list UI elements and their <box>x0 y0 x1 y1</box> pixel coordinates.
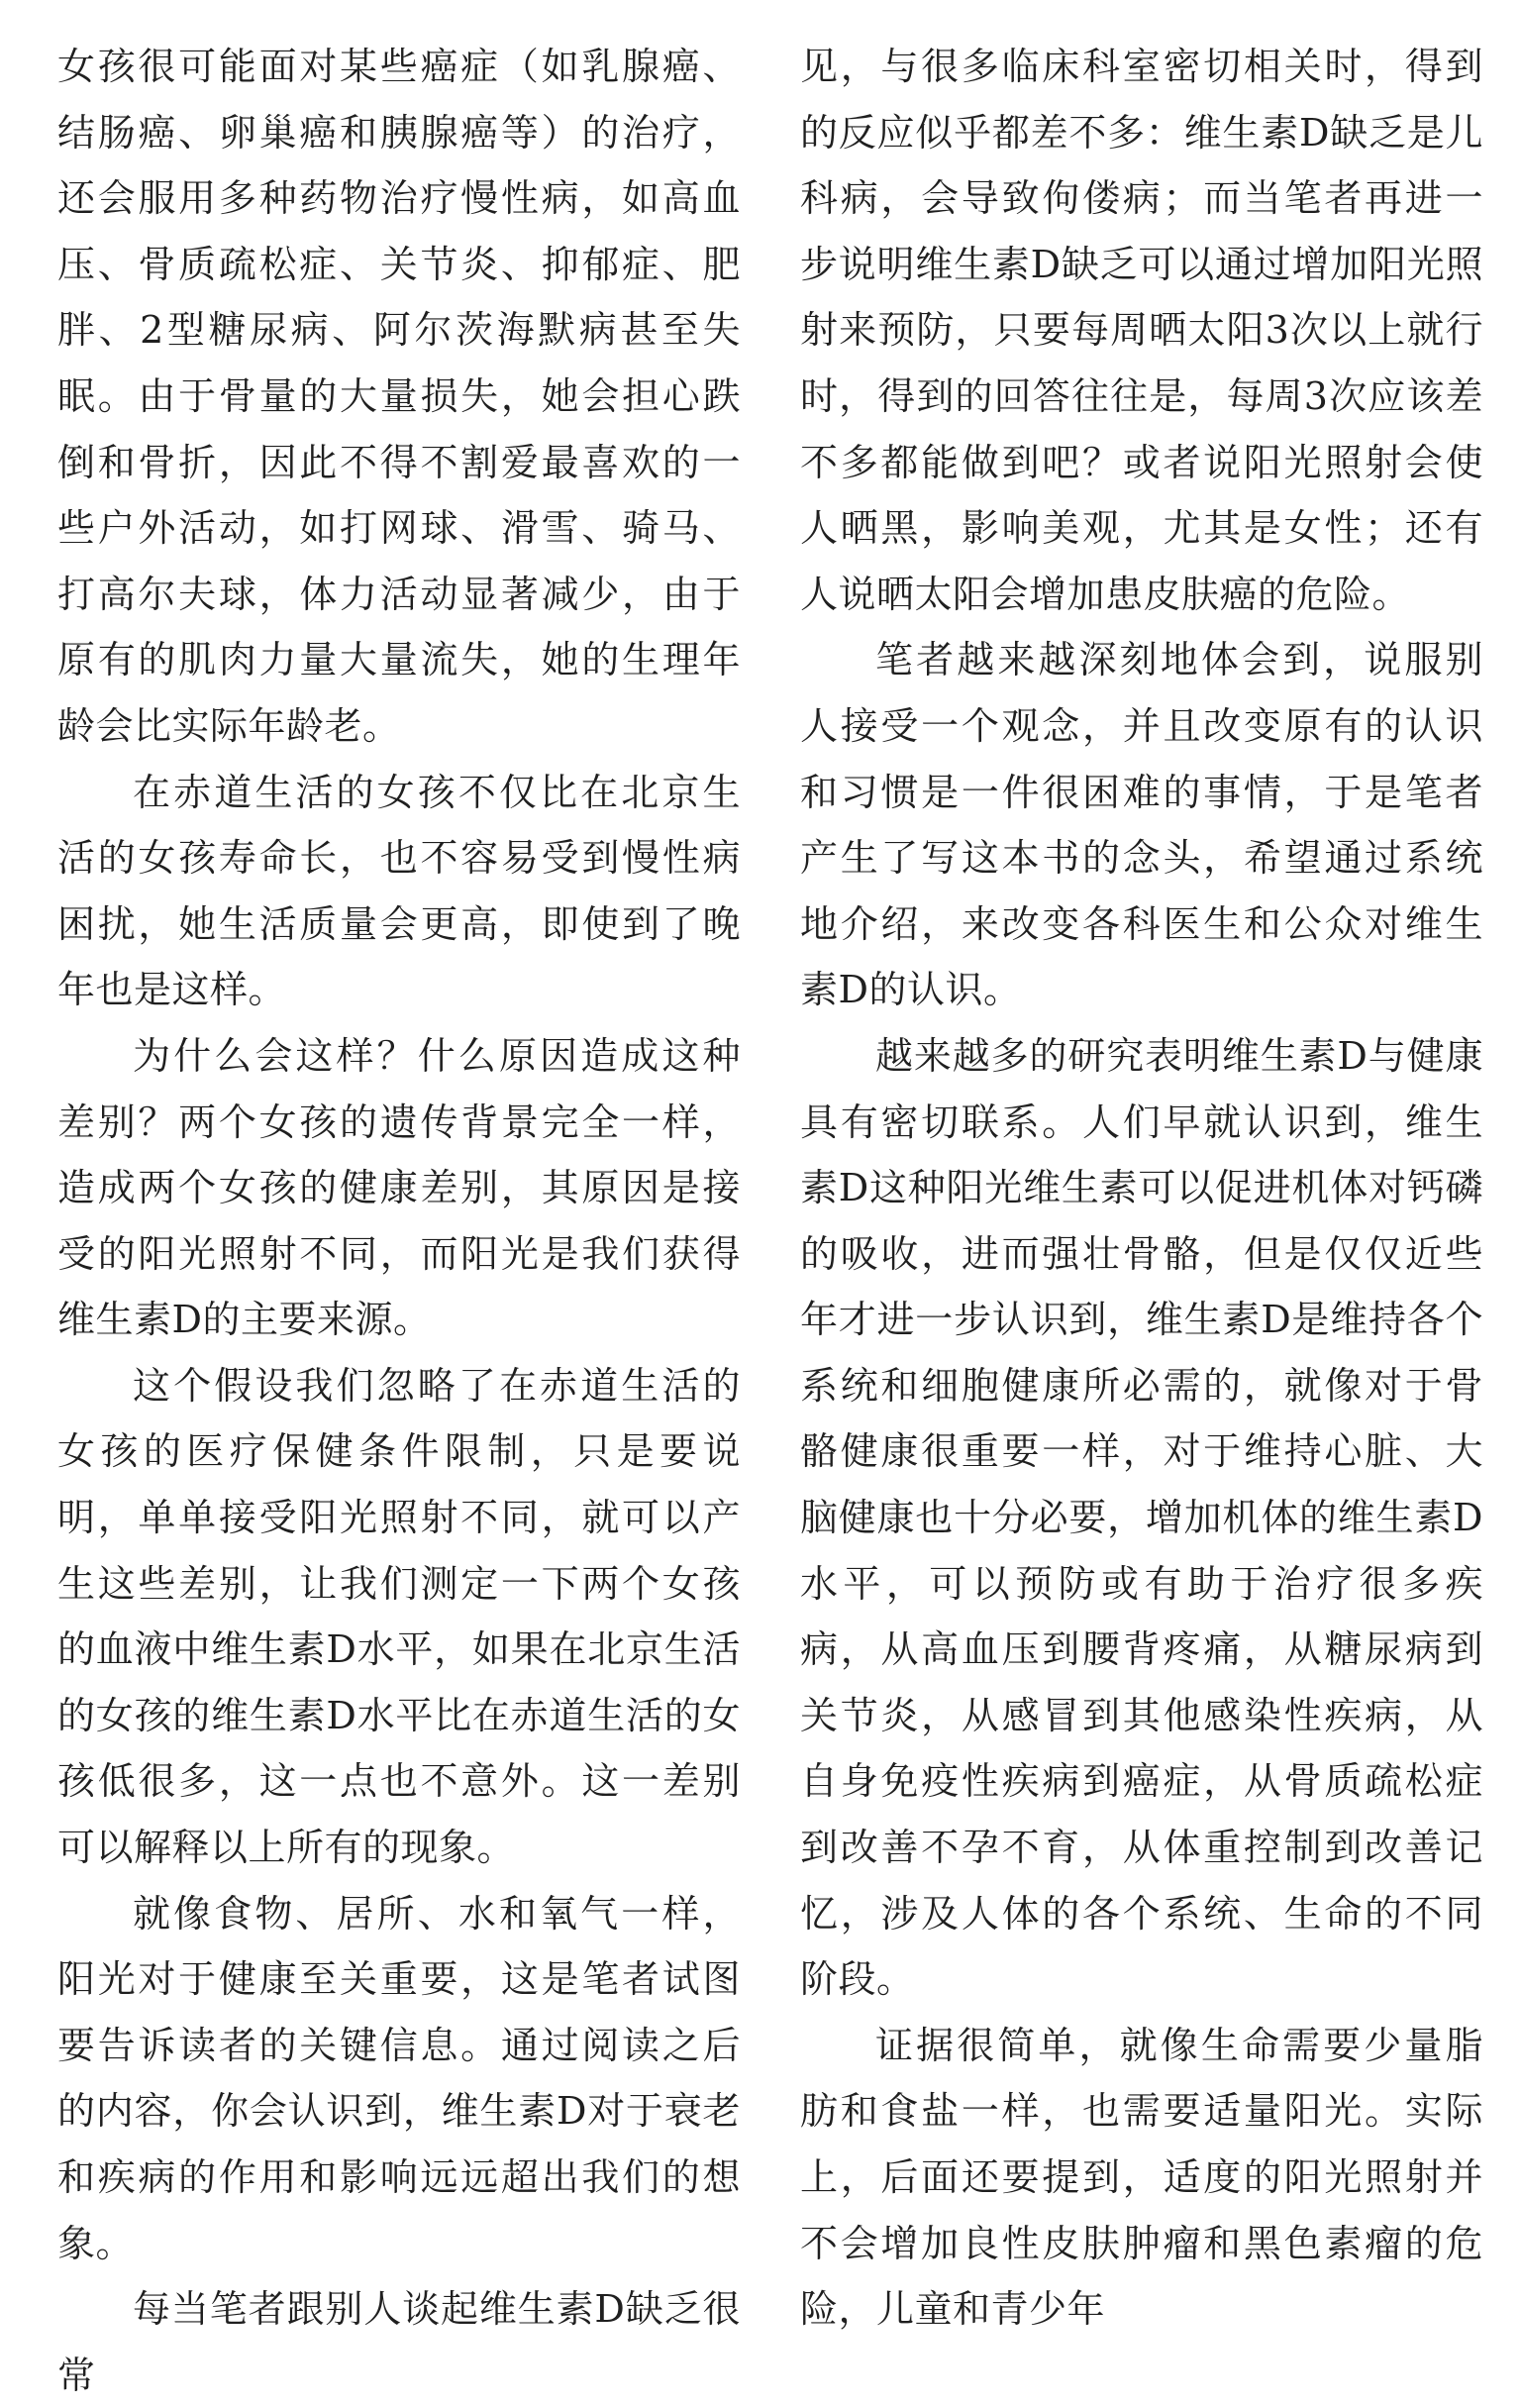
left-paragraph-1: 女孩很可能面对某些癌症（如乳腺癌、结肠癌、卵巢癌和胰腺癌等）的治疗，还会服用多种药物治疗慢性病，如高血压、骨质疏松症、关节炎、抑郁症、肥胖、2型糖尿病、阿尔茨海默病甚至失眠。由于骨量的大量损失，她会担心跌倒和骨折，因此不得不割爱最喜欢的一些户外活动，如打网球、滑雪、骑马、打高尔夫球，体力活动显著减少，由于原有的肌肉力量大量流失，她的生理年龄会比实际年龄老。 <box>57 45 741 748</box>
left-column <box>57 0 741 2397</box>
right-column <box>800 0 1483 2332</box>
left-paragraph-6: 每当笔者跟别人谈起维生素D缺乏很常 <box>57 2287 741 2397</box>
left-paragraph-5: 就像食物、居所、水和氧气一样，阳光对于健康至关重要，这是笔者试图要告诉读者的关键信息。通过阅读之后的内容，你会认识到，维生素D对于衰老和疾病的作用和影响远远超出我们的想象。 <box>57 1891 741 2265</box>
right-paragraph-2: 笔者越来越深刻地体会到，说服别人接受一个观念，并且改变原有的认识和习惯是一件很困难的事情，于是笔者产生了写这本书的念头，希望通过系统地介绍，来改变各科医生和公众对维生素D的认识。 <box>800 638 1483 1012</box>
left-paragraph-4: 这个假设我们忽略了在赤道生活的女孩的医疗保健条件限制，只是要说明，单单接受阳光照射不同，就可以产生这些差别，让我们测定一下两个女孩的血液中维生素D水平，如果在北京生活的女孩的维生素D水平比在赤道生活的女孩低很多，这一点也不意外。这一差别可以解释以上所有的现象。 <box>57 1363 741 1870</box>
right-paragraph-1: 见，与很多临床科室密切相关时，得到的反应似乎都差不多：维生素D缺乏是儿科病，会导致佝偻病；而当笔者再进一步说明维生素D缺乏可以通过增加阳光照射来预防，只要每周晒太阳3次以上就行时，得到的回答往往是，每周3次应该差不多都能做到吧？或者说阳光照射会使人晒黑，影响美观，尤其是女性；还有人说晒太阳会增加患皮肤癌的危险。 <box>800 45 1483 616</box>
right-paragraph-3: 越来越多的研究表明维生素D与健康具有密切联系。人们早就认识到，维生素D这种阳光维生素可以促进机体对钙磷的吸收，进而强壮骨骼，但是仅仅近些年才进一步认识到，维生素D是维持各个系统和细胞健康所必需的，就像对于骨骼健康很重要一样，对于维持心脏、大脑健康也十分必要，增加机体的维生素D水平，可以预防或有助于治疗很多疾病，从高血压到腰背疼痛，从糖尿病到关节炎，从感冒到其他感染性疾病，从自身免疫性疾病到癌症，从骨质疏松症到改善不孕不育，从体重控制到改善记忆，涉及人体的各个系统、生命的不同阶段。 <box>800 1033 1483 2002</box>
left-paragraph-2: 在赤道生活的女孩不仅比在北京生活的女孩寿命长，也不容易受到慢性病困扰，她生活质量会更高，即使到了晚年也是这样。 <box>57 770 741 1012</box>
right-paragraph-4: 证据很简单，就像生命需要少量脂肪和食盐一样，也需要适量阳光。实际上，后面还要提到，适度的阳光照射并不会增加良性皮肤肿瘤和黑色素瘤的危险，儿童和青少年 <box>800 2023 1483 2332</box>
left-paragraph-3: 为什么会这样？什么原因造成这种差别？两个女孩的遗传背景完全一样，造成两个女孩的健康差别，其原因是接受的阳光照射不同，而阳光是我们获得维生素D的主要来源。 <box>57 1033 741 1342</box>
